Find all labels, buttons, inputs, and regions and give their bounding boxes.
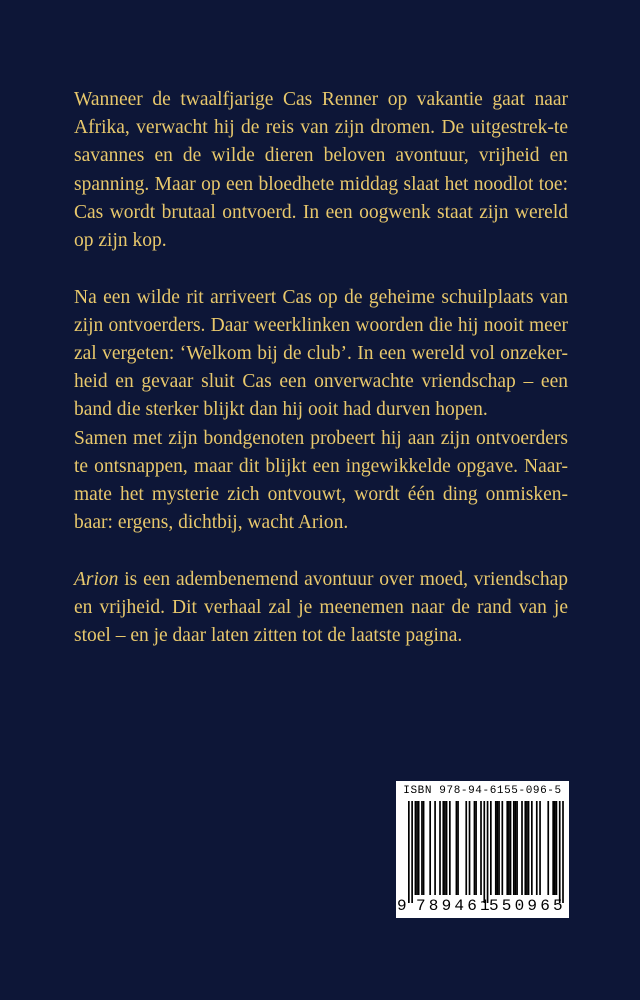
barcode-bar (434, 801, 436, 895)
barcode-bar (439, 801, 441, 895)
barcode-bar (531, 801, 533, 895)
barcode-bar (556, 801, 558, 895)
barcode-bar (536, 801, 538, 895)
ean-right-group: 550965 (489, 897, 566, 915)
barcode-bar (513, 801, 515, 895)
barcode-bar (456, 801, 458, 895)
barcode-bar (490, 801, 492, 895)
blurb-text (74, 86, 568, 650)
barcode-bar (469, 801, 471, 895)
barcode-bar (508, 801, 510, 895)
blurb-paragraph-4 (74, 566, 568, 651)
barcode-bar (416, 801, 418, 895)
barcode-bar (510, 801, 512, 895)
blurb-paragraph-4-text: is een adembenemend avontuur over moed, vriendschap en vrijheid. Dit verhaal zal je meenemen naar de rand van je stoel – en je daar laten zitten tot de laatste pagina. (74, 568, 568, 647)
barcode-bar (411, 801, 413, 903)
barcode-bar (480, 801, 482, 895)
barcode-bar (483, 801, 485, 903)
barcode-bar (446, 801, 448, 895)
barcode-bar (442, 801, 444, 895)
ean-first-digit: 9 (397, 897, 407, 915)
barcode-bar (552, 801, 554, 895)
barcode-bar (465, 801, 467, 895)
ean-left-group: 789461 (416, 897, 493, 915)
blurb-paragraph-3: Samen met zijn bondgenoten probeert hij aan zijn ontvoerders te ontsnappen, maar dit blijkt een ingewikkelde opgave. Naar-mate het mysterie zich ontvouwt, wordt één ding onmisken-baar: ergens, dichtbij, wacht Arion. (74, 427, 568, 534)
barcode-bar (497, 801, 499, 895)
barcode-bar (449, 801, 451, 895)
barcode-bar (487, 801, 489, 903)
barcode-bar (515, 801, 517, 895)
barcode-bar (498, 801, 500, 895)
barcode-bar (421, 801, 423, 895)
barcode-bar (516, 801, 518, 895)
barcode-bar (457, 801, 459, 895)
blurb-paragraph-1: Wanneer de twaalfjarige Cas Renner op vakantie gaat naar Afrika, verwacht hij de reis van zijn dromen. De uitgestrek-te savannes en de wilde dieren beloven avontuur, vrijheid en spanning. Maar op een bloedhete middag slaat het noodlot toe: Cas wordt brutaal ontvoerd. In een oogwenk staat zijn wereld op zijn kop. (74, 89, 568, 252)
barcode-bar (559, 801, 561, 903)
barcode-bar (495, 801, 497, 895)
barcode-bar (475, 801, 477, 895)
barcode-bar (408, 801, 410, 903)
book-title-italic: Arion (74, 568, 119, 590)
barcode-bar (524, 801, 526, 895)
isbn-barcode (396, 781, 569, 918)
isbn-label: ISBN 978-94-6155-096-5 (403, 785, 562, 797)
barcode-bar (418, 801, 420, 895)
barcode-bar (423, 801, 425, 895)
barcode-bar (444, 801, 446, 895)
barcode-bar (415, 801, 417, 895)
barcode-bar (547, 801, 549, 895)
blurb-paragraph-2: Na een wilde rit arriveert Cas op de geheime schuilplaats van zijn ontvoerders. Daar weerklinken woorden die hij nooit meer zal vergeten: ‘Welkom bij de club’. In een wereld vol onzeker-heid en gevaar sluit Cas een onverwachte vriendschap – een band die sterker blijkt dan hij ooit had durven hopen. (74, 286, 568, 421)
barcode-bar (554, 801, 556, 895)
barcode-bar (429, 801, 431, 895)
barcode-bar (528, 801, 530, 895)
barcode-bar (474, 801, 476, 895)
barcode-bar (501, 801, 503, 895)
barcode-bar (562, 801, 564, 903)
barcode-bar (521, 801, 523, 895)
barcode-bar (506, 801, 508, 895)
barcode-bar (539, 801, 541, 895)
barcode-bar (526, 801, 528, 895)
